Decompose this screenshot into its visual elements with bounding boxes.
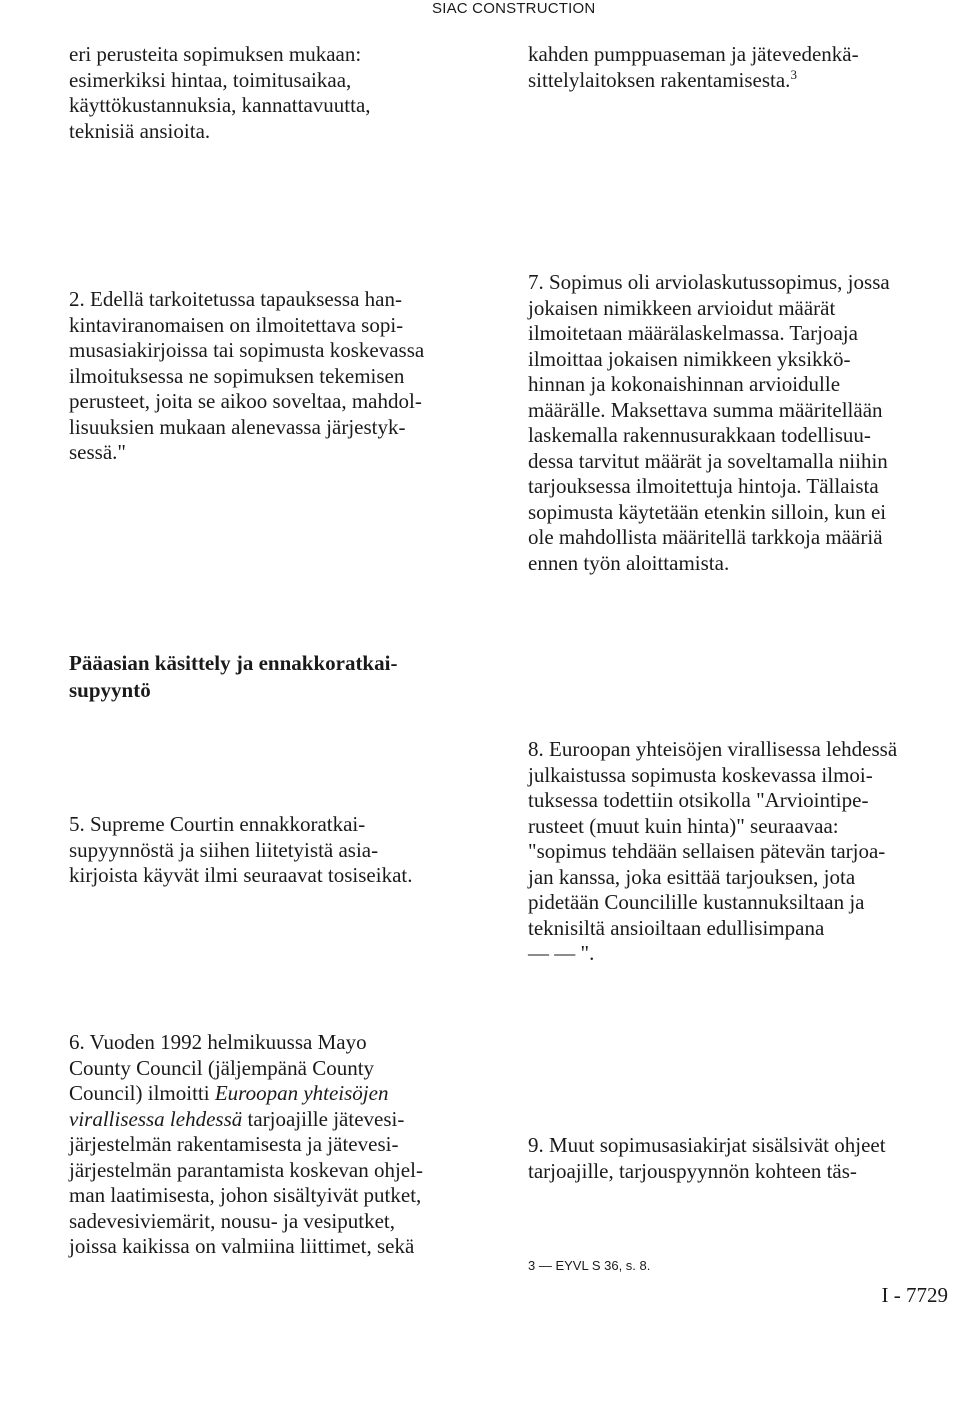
paragraph-9: 9. Muut sopimusasiakirjat sisälsivät ohjeet tarjoajille, tarjouspyynnön kohteen täs- — [528, 1133, 886, 1183]
paragraph-6-text-b: tarjoajille jätevesi- järjestelmän rakentamisesta ja jätevesi- järjestelmän parantamista koskevan ohjel- man laatimisesta, johon sisältyivät putket, sadevesiviemärit, nousu- ja vesiputket, joissa kaikissa on valmiina liittimet, sekä — [69, 1106, 423, 1258]
right-paragraph-continuation — [528, 42, 954, 93]
paragraph-2: 2. Edellä tarkoitetussa tapauksessa han- kintaviranomaisen on ilmoitettava sopi- musasiakirjoissa tai sopimusta koskevassa ilmoituksessa ne sopimuksen tekemisen perusteet, joita se aikoo soveltaa, mahdol- lisuuksien mukaan alenevassa järjestyk- sessä." — [69, 287, 425, 464]
page-number: I - 7729 — [881, 1283, 948, 1307]
paragraph-6-italic-title: Euroopan yhteisöjen virallisessa lehdessä — [69, 1081, 389, 1131]
paragraph-5: 5. Supreme Courtin ennakkoratkai- supyynnöstä ja siihen liitetyistä asia- kirjoista käyvät ilmi seuraavat tosiseikat. — [69, 812, 413, 887]
footnote-marker: 3 — [790, 66, 797, 82]
paragraph-6-text-a: 6. Vuoden 1992 helmikuussa Mayo County Council (jäljempänä County Council) ilmoitti — [69, 1030, 375, 1105]
section-heading: Pääasian käsittely ja ennakkoratkai- supyyntö — [69, 651, 398, 702]
paragraph-8: 8. Euroopan yhteisöjen virallisessa lehdessä julkaistussa sopimusta koskevassa ilmoi- tuksessa todettiin otsikolla "Arviointipe- rusteet (muut kuin hinta)" seuraavaa: "sopimus tehdään sellaisen pätevän tarjoa- jan kanssa, joka esittää tarjouksen, jota pidetään Councilille kustannuksiltaan ja teknisiltä ansioiltaan edullisimpana — — ". — [528, 737, 898, 965]
right-continuation-text: kahden pumppuaseman ja jätevedenkä- sittelylaitoksen rakentamisesta. — [528, 42, 859, 92]
running-head: SIAC CONSTRUCTION — [432, 0, 596, 17]
left-paragraph-continuation: eri perusteita sopimuksen mukaan: esimerkiksi hintaa, toimitusaikaa, käyttökustannuksia, kannattavuutta, teknisiä ansioita. — [69, 42, 371, 143]
footnote: 3 — EYVL S 36, s. 8. — [528, 1258, 651, 1273]
paragraph-7: 7. Sopimus oli arviolaskutussopimus, jossa jokaisen nimikkeen arvioidut määrät ilmoitetaan määrälaskelmassa. Tarjoaja ilmoittaa jokaisen nimikkeen yksikkö- hinnan ja kokonaishinnan arvioidulle määrälle. Maksettava summa määritellään laskemalla rakennusurakkaan todellisuu- dessa tarvitut määrät ja soveltamalla niihin tarjouksessa ilmoitettuja hintoja. Tällaista sopimusta käytetään etenkin silloin, kun ei ole mahdollista määritellä tarkkoja määriä ennen työn aloittamista. — [528, 270, 890, 575]
paragraph-6 — [69, 1030, 499, 1260]
